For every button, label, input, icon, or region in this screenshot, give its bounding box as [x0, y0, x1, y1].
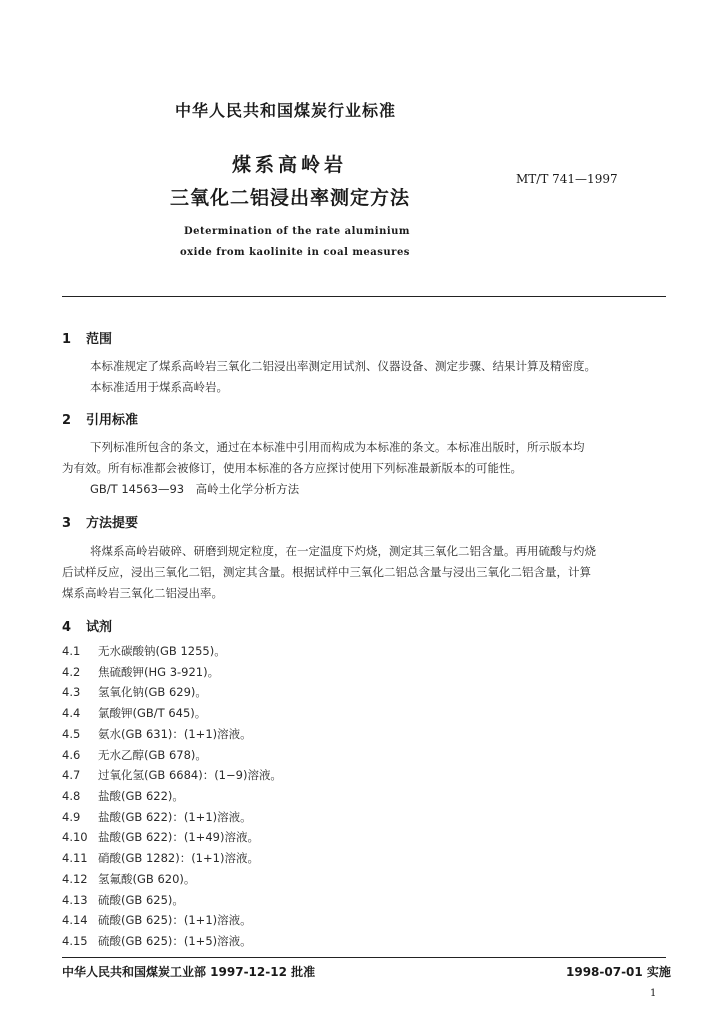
paragraph-continuation: 为有效。所有标准都会被修订，使用本标准的各方应探讨使用下列标准最新版本的可能性。: [62, 461, 522, 475]
english-title-line-1: Determination of the rate aluminium: [184, 226, 411, 237]
reagent-item: [62, 643, 226, 659]
reagent-item: [62, 664, 219, 680]
item-text: 硫酸(GB 625)。: [98, 892, 184, 907]
reagent-item: [62, 809, 252, 825]
item-number: 4.3: [62, 685, 81, 700]
section-3-heading: [62, 512, 138, 531]
reagent-item: [62, 912, 252, 928]
item-number: 4.1: [62, 644, 81, 658]
paragraph: 本标准适用于煤系高岭岩。: [90, 380, 228, 394]
section-number: 1: [62, 332, 72, 347]
section-1-heading: [62, 328, 112, 347]
section-number: 3: [62, 516, 72, 531]
paragraph: 下列标准所包含的条文，通过在本标准中引用而构成为本标准的条文。本标准出版时，所示版本均: [90, 440, 585, 454]
title-line-1: 煤系高岭岩: [232, 154, 348, 176]
reagent-item: [62, 892, 184, 908]
issuing-category: 中华人民共和国煤炭行业标准: [175, 101, 397, 120]
section-title: 范围: [86, 332, 113, 347]
item-number: 4.2: [62, 664, 81, 679]
section-number: 2: [62, 413, 72, 428]
item-text: 氢氟酸(GB 620)。: [98, 871, 196, 886]
standard-code: MT/T 741—1997: [516, 172, 618, 186]
item-text: 硫酸(GB 625)：(1+5)溶液。: [98, 934, 252, 948]
item-number: 4.9: [62, 809, 81, 824]
section-2-heading: [62, 409, 138, 428]
item-text: 无水碳酸钠(GB 1255)。: [98, 644, 226, 658]
item-text: 硫酸(GB 625)：(1+1)溶液。: [98, 913, 252, 928]
header-divider: [62, 296, 666, 297]
section-title: 引用标准: [86, 413, 139, 428]
item-number: 4.15: [62, 934, 88, 948]
paragraph: 本标准规定了煤系高岭岩三氧化二铝浸出率测定用试剂、仪器设备、测定步骤、结果计算及精密度。: [90, 359, 596, 373]
item-text: 过氧化氢(GB 6684)：(1−9)溶液。: [98, 768, 282, 783]
item-number: 4.7: [62, 768, 81, 783]
section-4-heading: [62, 616, 112, 635]
item-text: 无水乙醇(GB 678)。: [98, 747, 207, 762]
section-title: 方法提要: [86, 516, 139, 531]
item-number: 4.6: [62, 747, 81, 762]
item-text: 硝酸(GB 1282)：(1+1)溶液。: [98, 851, 259, 866]
reagent-item: [62, 788, 184, 804]
approval-line: 中华人民共和国煤炭工业部 1997-12-12 批准: [62, 965, 316, 979]
english-title-line-2: oxide from kaolinite in coal measures: [180, 247, 410, 258]
item-number: 4.12: [62, 871, 88, 886]
reagent-item: [62, 871, 195, 887]
reagent-item: [62, 767, 282, 783]
reagent-item: [62, 933, 252, 949]
paragraph-continuation: 后试样反应，浸出三氧化二铝，测定其含量。根据试样中三氧化二铝总含量与浸出三氧化二铝含量，计算: [62, 565, 591, 579]
title-line-2: 三氧化二铝浸出率测定方法: [170, 187, 411, 209]
item-text: 盐酸(GB 622)：(1+1)溶液。: [98, 809, 252, 824]
item-text: 焦硫酸钾(HG 3-921)。: [98, 664, 220, 679]
effective-date: 1998-07-01 实施: [566, 965, 671, 979]
item-number: 4.5: [62, 726, 81, 741]
section-number: 4: [62, 620, 72, 635]
reagent-item: [62, 850, 259, 866]
item-number: 4.13: [62, 892, 88, 907]
paragraph-continuation: 煤系高岭岩三氧化二铝浸出率。: [62, 586, 223, 600]
reagent-item: [62, 829, 259, 845]
item-text: 盐酸(GB 622)：(1+49)溶液。: [98, 830, 259, 845]
item-text: 氢氧化钠(GB 629)。: [98, 685, 207, 700]
page-number: 1: [650, 988, 657, 999]
reference-standard: GB/T 14563—93 高岭土化学分析方法: [90, 482, 300, 496]
item-number: 4.11: [62, 851, 88, 866]
paragraph: 将煤系高岭岩破碎、研磨到规定粒度，在一定温度下灼烧，测定其三氧化二铝含量。再用硫酸与灼烧: [90, 544, 596, 558]
item-number: 4.10: [62, 830, 88, 845]
item-number: 4.8: [62, 789, 81, 803]
item-number: 4.4: [62, 706, 81, 721]
reagent-item: [62, 747, 207, 763]
footer-divider: [62, 957, 666, 958]
item-text: 氯酸钾(GB/T 645)。: [98, 706, 207, 721]
item-number: 4.14: [62, 913, 88, 928]
reagent-item: [62, 726, 252, 742]
reagent-item: [62, 705, 206, 721]
section-title: 试剂: [86, 620, 113, 635]
item-text: 盐酸(GB 622)。: [98, 789, 184, 803]
item-text: 氨水(GB 631)：(1+1)溶液。: [98, 726, 252, 741]
reagent-item: [62, 684, 207, 700]
